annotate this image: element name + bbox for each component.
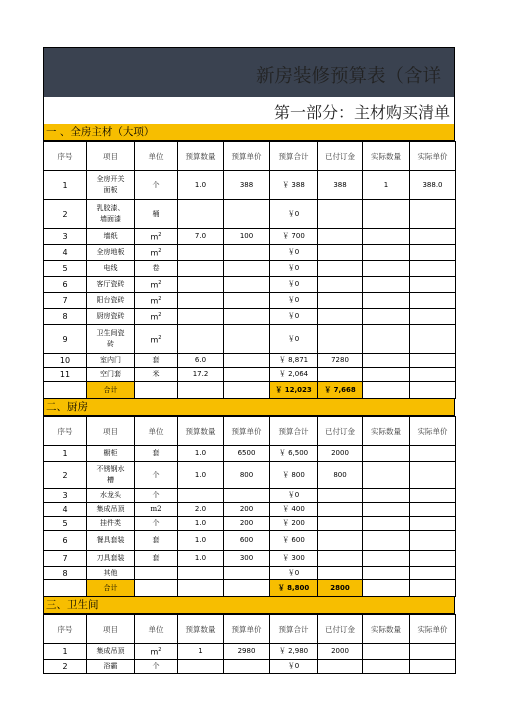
- qty-cell[interactable]: 1.0: [178, 517, 224, 531]
- qty-cell[interactable]: [178, 567, 224, 580]
- paid-cell[interactable]: 800: [318, 462, 363, 489]
- unit-cell[interactable]: 桶: [135, 200, 178, 229]
- seq-cell[interactable]: 4: [44, 503, 87, 517]
- paid-cell[interactable]: 2000: [318, 644, 363, 660]
- actual-qty-cell[interactable]: [363, 644, 410, 660]
- column-header: 预算数量: [178, 142, 224, 171]
- seq-cell[interactable]: 1: [44, 644, 87, 660]
- price-cell[interactable]: 800: [224, 462, 270, 489]
- unit-cell[interactable]: 卷: [135, 261, 178, 277]
- column-header: 预算合计: [270, 142, 318, 171]
- actual-price-cell[interactable]: [410, 261, 456, 277]
- item-cell[interactable]: 水龙头: [87, 489, 135, 503]
- total-cell[interactable]: ￥ 388: [270, 171, 318, 200]
- price-cell[interactable]: [224, 293, 270, 309]
- item-cell[interactable]: 客厅瓷砖: [87, 277, 135, 293]
- column-header: 已付订金: [318, 142, 363, 171]
- price-cell[interactable]: 300: [224, 551, 270, 567]
- seq-cell[interactable]: 11: [44, 368, 87, 382]
- seq-cell[interactable]: 1: [44, 171, 87, 200]
- actual-qty-cell[interactable]: [363, 293, 410, 309]
- total-cell: [135, 580, 178, 597]
- total-paid: ￥ 7,668: [318, 382, 363, 399]
- section-header: 三、卫生间: [43, 597, 455, 614]
- table-row: [44, 551, 456, 567]
- actual-price-cell[interactable]: [410, 644, 456, 660]
- unit-cell[interactable]: $m^2$: [135, 277, 178, 293]
- column-header: 实际单价: [410, 142, 456, 171]
- paid-cell[interactable]: [318, 277, 363, 293]
- total-cell: [44, 382, 87, 399]
- item-cell[interactable]: 集成吊顶: [87, 503, 135, 517]
- superscript-two: 2: [158, 312, 162, 319]
- actual-qty-cell[interactable]: [363, 309, 410, 325]
- total-cell: [178, 382, 224, 399]
- actual-price-cell[interactable]: [410, 325, 456, 354]
- table-row: [44, 200, 456, 229]
- column-header-row: [44, 615, 456, 644]
- unit-cell[interactable]: $m^2$: [135, 293, 178, 309]
- paid-cell[interactable]: [318, 261, 363, 277]
- sections-container: [43, 124, 455, 674]
- unit-cell[interactable]: m2: [135, 503, 178, 517]
- price-cell[interactable]: [224, 277, 270, 293]
- item-cell[interactable]: 不锈钢水槽: [87, 462, 135, 489]
- total-cell[interactable]: ￥0: [270, 293, 318, 309]
- price-cell[interactable]: [224, 368, 270, 382]
- seq-cell[interactable]: 5: [44, 261, 87, 277]
- actual-price-cell[interactable]: [410, 277, 456, 293]
- total-cell[interactable]: ￥0: [270, 261, 318, 277]
- total-label: 合计: [87, 382, 135, 399]
- qty-cell[interactable]: 1.0: [178, 462, 224, 489]
- qty-cell[interactable]: 1.0: [178, 531, 224, 551]
- total-cell: [410, 580, 456, 597]
- column-header: 预算数量: [178, 615, 224, 644]
- total-cell[interactable]: ￥0: [270, 660, 318, 674]
- price-cell[interactable]: [224, 309, 270, 325]
- price-cell[interactable]: 200: [224, 517, 270, 531]
- actual-qty-cell[interactable]: [363, 446, 410, 462]
- total-cell: [44, 580, 87, 597]
- paid-cell[interactable]: [318, 531, 363, 551]
- column-header: 已付订金: [318, 615, 363, 644]
- item-cell[interactable]: 全房地板: [87, 245, 135, 261]
- actual-qty-cell[interactable]: [363, 567, 410, 580]
- table-row: [44, 660, 456, 674]
- qty-cell[interactable]: [178, 309, 224, 325]
- qty-cell[interactable]: [178, 293, 224, 309]
- column-header: 预算单价: [224, 417, 270, 446]
- actual-price-cell[interactable]: [410, 567, 456, 580]
- actual-price-cell[interactable]: [410, 660, 456, 674]
- seq-cell[interactable]: 4: [44, 245, 87, 261]
- qty-cell[interactable]: [178, 245, 224, 261]
- item-cell[interactable]: 卫生间瓷砖: [87, 325, 135, 354]
- total-cell: [363, 382, 410, 399]
- column-header: 项目: [87, 142, 135, 171]
- actual-qty-cell[interactable]: [363, 551, 410, 567]
- table-row: [44, 644, 456, 660]
- section-header: 一 、全房主材（大项）: [43, 124, 455, 141]
- qty-cell[interactable]: [178, 660, 224, 674]
- unit-cell[interactable]: [135, 567, 178, 580]
- paid-cell[interactable]: [318, 245, 363, 261]
- column-header: 项目: [87, 615, 135, 644]
- price-cell[interactable]: [224, 489, 270, 503]
- price-cell[interactable]: 100: [224, 229, 270, 245]
- actual-qty-cell[interactable]: [363, 354, 410, 368]
- unit-cell[interactable]: 套: [135, 531, 178, 551]
- qty-cell[interactable]: 17.2: [178, 368, 224, 382]
- paid-cell[interactable]: [318, 293, 363, 309]
- superscript-two: 2: [158, 232, 162, 239]
- total-cell: [224, 580, 270, 597]
- total-cell[interactable]: ￥0: [270, 567, 318, 580]
- seq-cell[interactable]: 7: [44, 293, 87, 309]
- actual-price-cell[interactable]: [410, 229, 456, 245]
- actual-qty-cell[interactable]: [363, 277, 410, 293]
- actual-qty-cell[interactable]: [363, 368, 410, 382]
- unit-cell[interactable]: 套: [135, 354, 178, 368]
- total-cell[interactable]: ￥0: [270, 309, 318, 325]
- unit-cell[interactable]: $m^2$: [135, 325, 178, 354]
- column-header: 序号: [44, 417, 87, 446]
- seq-cell[interactable]: 6: [44, 531, 87, 551]
- seq-cell[interactable]: 3: [44, 229, 87, 245]
- column-header: 序号: [44, 142, 87, 171]
- paid-cell[interactable]: [318, 368, 363, 382]
- paid-cell[interactable]: 7280: [318, 354, 363, 368]
- section-header: 二、厨房: [43, 399, 455, 416]
- total-cell[interactable]: ￥ 2,064: [270, 368, 318, 382]
- superscript-two: 2: [158, 280, 162, 287]
- table-row: [44, 368, 456, 382]
- actual-qty-cell[interactable]: [363, 517, 410, 531]
- column-header: 预算数量: [178, 417, 224, 446]
- paid-cell[interactable]: [318, 517, 363, 531]
- total-cell[interactable]: ￥0: [270, 200, 318, 229]
- item-cell[interactable]: 全房开关面板: [87, 171, 135, 200]
- table-row: [44, 277, 456, 293]
- column-header: 单位: [135, 142, 178, 171]
- total-cell: [224, 382, 270, 399]
- seq-cell[interactable]: 9: [44, 325, 87, 354]
- qty-cell[interactable]: 6.0: [178, 354, 224, 368]
- column-header: 实际单价: [410, 615, 456, 644]
- unit-cell[interactable]: 套: [135, 551, 178, 567]
- part-subtitle: 第一部分：主材购买清单: [274, 103, 451, 122]
- qty-cell[interactable]: 1.0: [178, 446, 224, 462]
- paid-cell[interactable]: [318, 325, 363, 354]
- paid-cell[interactable]: [318, 551, 363, 567]
- unit-cell[interactable]: $m^2$: [135, 309, 178, 325]
- title-banner: [43, 47, 455, 97]
- seq-cell[interactable]: 2: [44, 462, 87, 489]
- total-cell[interactable]: ￥ 800: [270, 462, 318, 489]
- budget-sheet: [43, 47, 455, 674]
- paid-cell[interactable]: [318, 567, 363, 580]
- price-cell[interactable]: 200: [224, 503, 270, 517]
- actual-qty-cell[interactable]: [363, 462, 410, 489]
- column-header: 预算合计: [270, 615, 318, 644]
- actual-price-cell[interactable]: [410, 551, 456, 567]
- superscript-two: 2: [158, 296, 162, 303]
- item-cell[interactable]: 电线: [87, 261, 135, 277]
- section-table: [43, 614, 456, 674]
- actual-price-cell[interactable]: [410, 293, 456, 309]
- paid-cell[interactable]: 388: [318, 171, 363, 200]
- actual-qty-cell[interactable]: [363, 245, 410, 261]
- unit-cell[interactable]: $m^2$: [135, 245, 178, 261]
- price-cell[interactable]: [224, 261, 270, 277]
- actual-price-cell[interactable]: [410, 354, 456, 368]
- item-cell[interactable]: 其他: [87, 567, 135, 580]
- total-cell[interactable]: ￥ 400: [270, 503, 318, 517]
- paid-cell[interactable]: [318, 503, 363, 517]
- paid-cell[interactable]: 2000: [318, 446, 363, 462]
- item-cell[interactable]: 餐具套装: [87, 531, 135, 551]
- total-cell: [410, 382, 456, 399]
- seq-cell[interactable]: 10: [44, 354, 87, 368]
- total-cell[interactable]: ￥0: [270, 325, 318, 354]
- item-cell[interactable]: 阳台瓷砖: [87, 293, 135, 309]
- table-row: [44, 489, 456, 503]
- qty-cell[interactable]: [178, 261, 224, 277]
- superscript-two: 2: [158, 334, 162, 341]
- seq-cell[interactable]: 1: [44, 446, 87, 462]
- actual-price-cell[interactable]: [410, 368, 456, 382]
- paid-cell[interactable]: [318, 309, 363, 325]
- table-row: [44, 261, 456, 277]
- unit-cell[interactable]: 套: [135, 446, 178, 462]
- total-cell[interactable]: ￥ 300: [270, 551, 318, 567]
- sheet-title: 新房装修预算表（含详: [256, 66, 442, 87]
- table-row: [44, 229, 456, 245]
- table-row: [44, 446, 456, 462]
- column-header: 实际数量: [363, 615, 410, 644]
- item-cell[interactable]: 厨房瓷砖: [87, 309, 135, 325]
- column-header: 单位: [135, 615, 178, 644]
- seq-cell[interactable]: 8: [44, 309, 87, 325]
- subtitle-row: [43, 97, 455, 124]
- unit-cell[interactable]: 个: [135, 517, 178, 531]
- table-row: [44, 245, 456, 261]
- section-table: [43, 141, 456, 399]
- paid-cell[interactable]: [318, 660, 363, 674]
- unit-cell[interactable]: 个: [135, 171, 178, 200]
- column-header: 项目: [87, 417, 135, 446]
- actual-qty-cell[interactable]: [363, 200, 410, 229]
- total-cell[interactable]: ￥ 200: [270, 517, 318, 531]
- item-cell[interactable]: 空门套: [87, 368, 135, 382]
- total-label: 合计: [87, 580, 135, 597]
- item-cell[interactable]: 墙纸: [87, 229, 135, 245]
- column-header-row: [44, 142, 456, 171]
- price-cell[interactable]: [224, 567, 270, 580]
- paid-cell[interactable]: [318, 489, 363, 503]
- actual-price-cell[interactable]: [410, 200, 456, 229]
- table-row: [44, 171, 456, 200]
- total-value: ￥ 8,800: [270, 580, 318, 597]
- price-cell[interactable]: 2980: [224, 644, 270, 660]
- actual-price-cell[interactable]: [410, 517, 456, 531]
- unit-cell[interactable]: 米: [135, 368, 178, 382]
- unit-cell[interactable]: 个: [135, 462, 178, 489]
- total-cell[interactable]: ￥0: [270, 277, 318, 293]
- qty-cell[interactable]: 1: [178, 644, 224, 660]
- actual-price-cell[interactable]: [410, 309, 456, 325]
- unit-cell[interactable]: $m^2$: [135, 644, 178, 660]
- price-cell[interactable]: [224, 200, 270, 229]
- price-cell[interactable]: 600: [224, 531, 270, 551]
- unit-cell[interactable]: 个: [135, 489, 178, 503]
- column-header-row: [44, 417, 456, 446]
- total-cell: [135, 382, 178, 399]
- actual-price-cell[interactable]: [410, 531, 456, 551]
- table-row: [44, 567, 456, 580]
- column-header: 预算单价: [224, 142, 270, 171]
- actual-qty-cell[interactable]: [363, 503, 410, 517]
- column-header: 单位: [135, 417, 178, 446]
- total-cell[interactable]: ￥ 8,871: [270, 354, 318, 368]
- total-cell: [178, 580, 224, 597]
- column-header: 实际单价: [410, 417, 456, 446]
- actual-qty-cell[interactable]: [363, 489, 410, 503]
- qty-cell[interactable]: [178, 325, 224, 354]
- actual-qty-cell[interactable]: [363, 660, 410, 674]
- qty-cell[interactable]: 1.0: [178, 551, 224, 567]
- table-row: [44, 293, 456, 309]
- actual-price-cell[interactable]: [410, 462, 456, 489]
- total-paid: 2800: [318, 580, 363, 597]
- superscript-two: 2: [158, 248, 162, 255]
- seq-cell[interactable]: 5: [44, 517, 87, 531]
- table-row: [44, 325, 456, 354]
- actual-price-cell[interactable]: [410, 446, 456, 462]
- actual-price-cell[interactable]: 388.0: [410, 171, 456, 200]
- table-row: [44, 517, 456, 531]
- column-header: 预算单价: [224, 615, 270, 644]
- item-cell[interactable]: 室内门: [87, 354, 135, 368]
- qty-cell[interactable]: 1.0: [178, 171, 224, 200]
- qty-cell[interactable]: [178, 277, 224, 293]
- total-cell[interactable]: ￥ 2,980: [270, 644, 318, 660]
- seq-cell[interactable]: 3: [44, 489, 87, 503]
- seq-cell[interactable]: 7: [44, 551, 87, 567]
- item-cell[interactable]: 刀具套装: [87, 551, 135, 567]
- column-header: 已付订金: [318, 417, 363, 446]
- actual-qty-cell[interactable]: 1: [363, 171, 410, 200]
- seq-cell[interactable]: 8: [44, 567, 87, 580]
- column-header: 实际数量: [363, 142, 410, 171]
- actual-qty-cell[interactable]: [363, 261, 410, 277]
- seq-cell[interactable]: 2: [44, 660, 87, 674]
- paid-cell[interactable]: [318, 200, 363, 229]
- total-row: [44, 580, 456, 597]
- price-cell[interactable]: [224, 325, 270, 354]
- seq-cell[interactable]: 6: [44, 277, 87, 293]
- section-table: [43, 416, 456, 597]
- price-cell[interactable]: 6500: [224, 446, 270, 462]
- total-row: [44, 382, 456, 399]
- column-header: 实际数量: [363, 417, 410, 446]
- seq-cell[interactable]: 2: [44, 200, 87, 229]
- item-cell[interactable]: 集成吊顶: [87, 644, 135, 660]
- superscript-two: 2: [158, 647, 162, 654]
- actual-price-cell[interactable]: [410, 245, 456, 261]
- unit-cell[interactable]: 个: [135, 660, 178, 674]
- table-row: [44, 503, 456, 517]
- column-header: 序号: [44, 615, 87, 644]
- item-cell[interactable]: 乳胶漆、墙面漆: [87, 200, 135, 229]
- table-row: [44, 531, 456, 551]
- total-cell[interactable]: ￥0: [270, 489, 318, 503]
- qty-cell[interactable]: 7.0: [178, 229, 224, 245]
- table-row: [44, 354, 456, 368]
- price-cell[interactable]: [224, 660, 270, 674]
- table-row: [44, 462, 456, 489]
- actual-qty-cell[interactable]: [363, 229, 410, 245]
- qty-cell[interactable]: 2.0: [178, 503, 224, 517]
- table-row: [44, 309, 456, 325]
- price-cell[interactable]: [224, 354, 270, 368]
- total-cell[interactable]: ￥ 600: [270, 531, 318, 551]
- total-cell[interactable]: ￥ 6,500: [270, 446, 318, 462]
- actual-qty-cell[interactable]: [363, 531, 410, 551]
- actual-qty-cell[interactable]: [363, 325, 410, 354]
- total-cell[interactable]: ￥0: [270, 245, 318, 261]
- actual-price-cell[interactable]: [410, 503, 456, 517]
- paid-cell[interactable]: [318, 229, 363, 245]
- price-cell[interactable]: [224, 245, 270, 261]
- total-cell[interactable]: ￥ 700: [270, 229, 318, 245]
- price-cell[interactable]: 388: [224, 171, 270, 200]
- item-cell[interactable]: 挂件类: [87, 517, 135, 531]
- total-cell: [363, 580, 410, 597]
- unit-cell[interactable]: $m^2$: [135, 229, 178, 245]
- item-cell[interactable]: 橱柜: [87, 446, 135, 462]
- item-cell[interactable]: 浴霸: [87, 660, 135, 674]
- qty-cell[interactable]: [178, 489, 224, 503]
- actual-price-cell[interactable]: [410, 489, 456, 503]
- qty-cell[interactable]: [178, 200, 224, 229]
- column-header: 预算合计: [270, 417, 318, 446]
- total-value: ￥ 12,023: [270, 382, 318, 399]
